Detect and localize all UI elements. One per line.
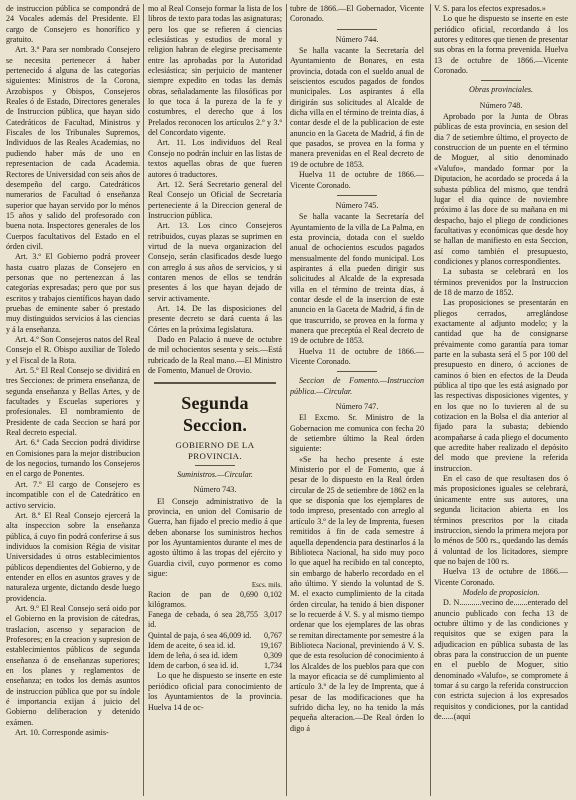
paragraph: El Excmo. Sr. Ministro de la Gobernacion me comunica con fecha 20 de setiembre último la Real órden siguiente: <box>290 413 424 454</box>
paragraph: El Consejo administrativo de la provincia, en union del Comisario de Guerra, han fijado el precio medio á que deben abonarse los suministros hechos por los Ayuntamientos durante el mes de agosto último á las tropas del ejército y Guardia civil, cuyo pormenor es como sigue: <box>148 496 282 579</box>
table-row <box>148 651 282 661</box>
column-rule <box>286 4 287 796</box>
paragraph: Art. 11. Los individuos del Real Consejo no podrán incluir en las listas de textos aquellas obras de que fueren autores ó traductores. <box>148 138 282 179</box>
paragraph: Art. 5.º El Real Consejo se dividirá en tres Secciones: de primera enseñanza, de segunda enseñanza y Bellas Artes, y de facultades y Escuelas superiores y profesionales. El nombramiento de Presidente de cada Seccion se hará por Real decreto especial. <box>6 366 140 438</box>
ration-item: Idem de aceite, ó sea id. id. <box>148 640 236 650</box>
divider <box>337 371 377 372</box>
ration-value: 3,017 <box>264 610 282 620</box>
paragraph: Art. 13. Los cinco Consejeros retribuidos, cuyas plazas se suprimen en virtud de la nueva organizacion del Consejo, serán clasificados desde luego con arreglo á sus años de servicios, y si contaren menos de ellos se tendrán presentes á los que hayan dejado de servir activamente. <box>148 221 282 303</box>
column-2 <box>148 4 282 796</box>
table-row <box>148 641 282 651</box>
table-row <box>148 661 282 671</box>
paragraph: Se halla vacante la Secretaría del Ayuntamiento de Bonares, en esta provincia, dotada con el sueldo anual de seiscientos escudos pagados de fondos municipales. Los aspirantes á ella dirigirán sus solicitudes al Alcalde de dicha villa en el término de treinta días, á contar desde el de la publicacion de este anuncio en la Gaceta de Madrid, á fin de que pasados, se provea en la forma y manera prevenidas en el Real decreto de 19 de octubre de 1853. <box>290 46 424 169</box>
paragraph: «Se ha hecho presente á este Ministerio por el de Fomento, que á pesar de lo dispuesto en la Real órden circular de 25 de setiembre de 1862 en la que se disponía que los ejemplares de todo impreso, presentado con arreglo al artículo 3.º de la ley de Imprenta, fuesen remitidos á fin de cada semestre á aquella dependencia para destinarlos á la Biblioteca Nacional, ha sido muy poco lo que aquel ha recibido en tal concepto, sin embargo de haberlo recordado en el año último. Y siendo la voluntad de S. M. el exacto cumplimiento de la citada órden circular, ha tenido á bien disponer se lo recuerde á V. S. y al mismo tiempo ordenar que los ejemplares de las obras se remitan directamente por semestre á la Biblioteca Nacional, previniendo á V. S. que de esta resolucion dé conocimiento á los Alcaldes de los pueblos para que con la mayor eficacia se dé cumplimiento al artículo 3.º de la ley de Imprenta, que á pesar de las modificaciones que ha sufrido dicha ley, no ha tenido la más pequeña alteracion.—De Real órden lo digo á <box>290 454 424 733</box>
ration-item: Idem de carbon, ó sea id. id. <box>148 661 239 671</box>
paragraph: Aprobado por la Junta de Obras públicas de esta provincia, en sesion del dia 7 de setiembre último, el proyecto de construccion de un puente en el término de Moguer, al sitio denominado «Valufo», mandado formar por la Diputacion, he acordado se proceda á la subasta pública del mismo, que tendrá lugar el dia quince de noviembre próximo á las doce de su mañana en mi despacho, bajo el pliego de condiciones facultativas y económicas que desde hoy se hallan de manifiesto en esta Seccion, así como también el presupuesto, condiciones y planos correspondientes. <box>434 112 568 266</box>
paragraph: Se halla vacante la Secretaría del Ayuntamiento de la villa de La Palma, en esta provincia, dotada con el sueldo anual de ochocientos escudos pagados mensualmente del fondo municipal. Los aspirantes á ella pueden dirigir sus solicitudes al Alcalde de la expresada villa en el término de treinta días, á contar desde el de la insercion de este anuncio en la Gaceta de Madrid, á fin de que trascurrido, se provea en la forma y manera que preceptúa el Real decreto de 19 de octubre de 1853. <box>290 212 424 346</box>
notice-number: Número 747. <box>335 402 379 412</box>
paragraph: Huelva 13 de octubre de 1866.—Vicente Coronado. <box>434 567 568 587</box>
paragraph: V. S. para los efectos expresados.» <box>434 4 546 13</box>
column-1 <box>6 4 140 796</box>
ration-item: Fanega de cebada, ó sea 28,755 id. <box>148 610 258 630</box>
paragraph: Art. 8.º El Real Consejo ejercerá la alta inspeccion sobre la enseñanza pública, á cuyo fin podrá conferirse á sus individuos la comision Régia de visitar Universidades ú otros establecimientos públicos dependientes del Gobierno, y de entender en ellos en asuntos graves y de naturaleza urgente, dictando desde luego providencia. <box>6 510 140 603</box>
model-title: Modelo de proposicion. <box>462 587 540 597</box>
paragraph: Art. 7.º El cargo de Consejero es incompatible con el de Catedrático en activo servicio. <box>6 479 140 510</box>
notice-number: Número 745. <box>335 200 379 210</box>
subsection-title: Suministros.—Circular. <box>177 470 253 480</box>
paragraph: Lo que he dispuesto se inserte en este periódico oficial, recordando á los autores y editores que tienen de presentar sus obras en la forma prevenida. Huelva 13 de octubre de 1866.—Vicente Coronado. <box>434 14 568 76</box>
subsection-title: Seccion de Fomento.—Instruccion pública.—Circular. <box>290 376 424 396</box>
table-row <box>148 610 282 630</box>
ration-value: 0,309 <box>264 651 282 661</box>
ration-value: 1,734 <box>264 661 282 671</box>
paragraph: Las proposiciones se presentarán en pliegos cerrados, arreglándose exactamente al adjunto modelo; y la cantidad que ha de consignarse prévaimente como garantía para tomar parte en la subasta será el 5 por 100 del presupuesto en dinero, ó acciones de caminos ó bien en efectos de la Deuda pública al tipo que les está asignado por las respectivas disposiciones vigentes, y en los que no lo tuvieren al de su cotizacion en la Bolsa el dia anterior al fijado para la subasta; debiendo acompañarse á cada pliego el documento que acredite haber realizado el depósito del modo que previene la referida instruccion. <box>434 298 568 473</box>
ration-item: Quintal de paja, ó sea 46,009 id. <box>148 630 252 640</box>
column-4 <box>434 4 568 796</box>
section-divider <box>154 382 276 384</box>
paragraph: Art. 9.º El Real Consejo será oido por el Gobierno en la provision de cátedras, traslacion, ascenso y separacion de Profesores; en la creacion y supresion de establecimientos públicos de segunda enseñanza ó de enseñanzas superiores; en los planes y reglamentos de enseñanza; en todos los demás asuntos de instruccion pública que por su índole é importancia exijan á juicio del Gobierno deliberacion y detenido exámen. <box>6 603 140 727</box>
notice-number: Número 748. <box>479 100 523 110</box>
divider <box>337 29 377 30</box>
notice-number: Número 744. <box>335 34 379 44</box>
column-3 <box>290 4 424 796</box>
rations-table <box>148 590 282 672</box>
paragraph: Dado en Palacio á nueve de octubre de mil ochocientos sesenta y seis.—Está rubricado de la Real mano.—El Ministro de Fomento, Manuel de Orovio. <box>148 335 282 376</box>
paragraph: La subasta se celebrará en los términos prevenidos por la Instruccion de 18 de marzo de 1852. <box>434 267 568 297</box>
ration-value: 0,767 <box>264 630 282 640</box>
table-row <box>148 631 282 641</box>
paragraph: Art. 12. Será Secretario general del Real Consejo un Oficial de Secretaría perteneciente á la Direccion general de Instruccion pública. <box>148 179 282 220</box>
divider <box>195 465 235 466</box>
paragraph: tubre de 1866.—El Gobernador, Vicente Coronado. <box>290 4 424 24</box>
ration-item: Idem de leña, ó sea id. idem <box>148 651 238 661</box>
paragraph: Art. 6.º Cada Seccion podrá dividirse en Comisiones para la mejor distribucion de los negocios, turnando los Consejeros en el cargo de Ponentes. <box>6 438 140 479</box>
paragraph: Art. 3.º El Gobierno podrá proveer hasta cuatro plazas de Consejero en personas que no pertenezcan á las categorías expresadas; pero que por sus escritos y trabajos científicos hayan dado pruebas de eminente saber ó prestado muy distinguidos servicios á las ciencias y á la enseñanza. <box>6 252 140 334</box>
ration-value: 19,167 <box>260 640 282 650</box>
paragraph: de instruccion pública se compondrá de 24 Vocales además del Presidente. El cargo de Consejero es honorífico y gratuito. <box>6 4 140 45</box>
column-rule <box>143 4 144 796</box>
section-subheading: GOBIERNO DE LA PROVINCIA. <box>175 440 255 461</box>
divider <box>481 80 521 81</box>
paragraph: Art. 4.º Son Consejeros natos del Real Consejo el R. Obispo auxiliar de Toledo y el Fiscal de la Rota. <box>6 335 140 365</box>
ration-item: Racion de pan de 0,690 kilógramos. <box>148 589 258 610</box>
paragraph: Lo que he dispuesto se inserte en este periódico oficial para conocimiento de los Ayuntamientos de la provincia. Huelva 14 de oc- <box>148 671 282 712</box>
paragraph: Huelva 11 de octubre de 1866.—Vicente Coronado. <box>290 346 424 366</box>
paragraph: Art. 10. Corresponde asimis- <box>15 728 109 738</box>
paragraph: Art. 14. De las disposiciones del presente decreto se dará cuenta á las Córtes en la próxima legislatura. <box>148 303 282 334</box>
section-heading: Segunda Seccion. <box>181 393 249 436</box>
column-rule <box>430 4 431 796</box>
paragraph: Huelva 11 de octubre de 1866.—Vicente Coronado. <box>290 170 424 190</box>
unit-label: Escs. mils. <box>251 580 282 589</box>
notice-number: Número 743. <box>193 485 237 495</box>
table-row <box>148 590 282 610</box>
ration-value: 0,102 <box>264 589 282 599</box>
divider <box>337 195 377 196</box>
subsection-title: Obras provinciales. <box>469 85 533 95</box>
paragraph: Art. 3.º Para ser nombrado Consejero se necesita pertenecer á haber pertenecido á alguna de las categorías siguientes: Ministros de la Corona, Arzobispos y Obispos, Consejeros Reales ó de Estado, Directores generales de Instruccion pública, que hayan sido Catedráticos de Facultad, Ministros y Fiscales de los Tribunales Supremos, Individuos de las Reales Academias, no pudiendo haber más de uno en representacion de cada Academia. Rectores de Universidad con seis años de desempeño del cargo. Catedráticos numerarios de Facultad ó enseñanza superior que hayan servido por lo ménos 15 años y salido del profesorado con buena nota. Inspectores generales de los Cuerpos facultativos del Estado en el órden civil. <box>6 45 140 251</box>
paragraph: En el caso de que resultasen dos ó más proposiciones iguales se celebrará, únicamente entre sus autores, una segunda licitacion abierta en los términos prescritos por la citada instruccion, siendo la primera mejora por lo ménos de 500 rs., quedando las demás á voluntad de los licitadores, siempre que no bajen de 100 rs. <box>434 474 568 566</box>
paragraph: mo al Real Consejo formar la lista de los libros de texto para todas las asignaturas; pero los que se refieren á ciencias eclesiásticas y estudios de moral y religion habran de elegirse precisamente entre las aprobadas por la Autoridad eclesiástica; sin perjuicio de mantener siempre expedito en todas las demás obras, señaladamente las filosóficas por lo que toca á la pureza de la fe y costumbres, el derecho que á los Prelados reconocen los artículos 2.º y 3.º del Concordato vigente. <box>148 4 282 138</box>
paragraph: D. N...........vecino de.......enterado del anuncio publicado con fecha 13 de octubre último y de las condiciones y requisitos que se exigen para la adjudicacion en pública subasta de las obras para la construccion de un puente en el pueblo de Moguer, sitio denominado «Valufo», se compromete á tomar á su cargo la referida construccion con estricta sujecion á los expresados requisitos y condiciones, por la cantidad de......(aquí <box>434 598 568 722</box>
